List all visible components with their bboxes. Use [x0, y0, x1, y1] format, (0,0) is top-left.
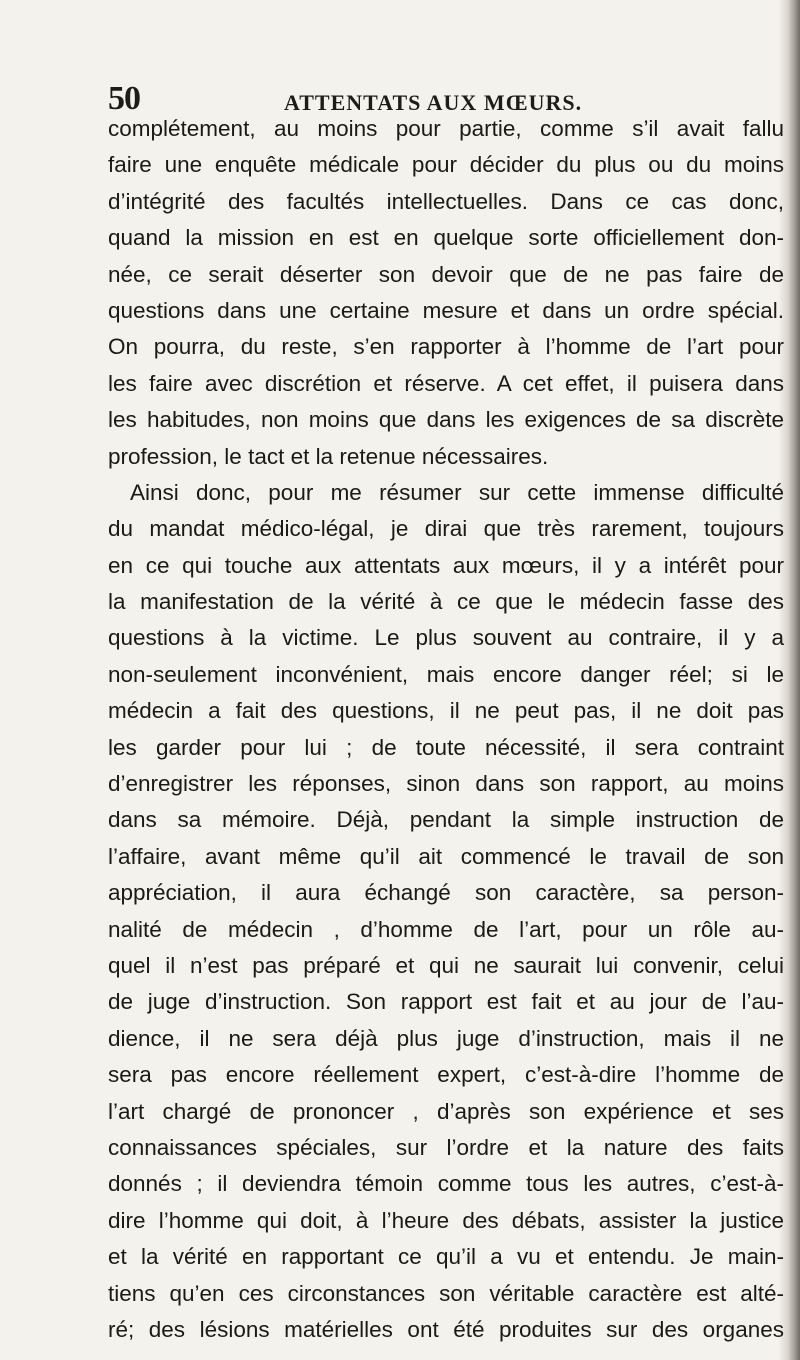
text-line: profession, le tact et la retenue nécessaires.: [108, 443, 549, 469]
text-line: d’enregistrer les réponses, sinon dans son rapport, au moins: [108, 771, 784, 797]
text-line: née, ce serait déserter son devoir que de ne pas faire de: [108, 261, 784, 287]
page-number: 50: [108, 80, 140, 117]
running-head: ATTENTATS AUX MŒURS.: [284, 90, 583, 115]
text-line: quel il n’est pas préparé et qui ne saurait lui convenir, celui: [108, 952, 784, 978]
text-line: Ainsi donc, pour me résumer sur cette immense difficulté: [130, 479, 784, 505]
text-line: l’affaire, avant même qu’il ait commencé le travail de son: [108, 843, 784, 869]
text-line: dience, il ne sera déjà plus juge d’instruction, mais il ne: [108, 1025, 784, 1051]
text-line: questions dans une certaine mesure et dans un ordre spécial.: [108, 297, 784, 323]
text-line: les garder pour lui ; de toute nécessité, il sera contraint: [108, 734, 784, 760]
text-line: tiens qu’en ces circonstances son véritable caractère est alté-: [108, 1280, 784, 1306]
text-line: médecin a fait des questions, il ne peut pas, il ne doit pas: [108, 698, 784, 724]
text-line: nalité de médecin , d’homme de l’art, pour un rôle au-: [108, 916, 784, 942]
text-line: ré; des lésions matérielles ont été produites sur des organes: [108, 1316, 784, 1342]
text-line: donnés ; il deviendra témoin comme tous les autres, c’est-à-: [108, 1171, 784, 1197]
text-line: sera pas encore réellement expert, c’est-à-dire l’homme de: [108, 1062, 784, 1088]
text-line: de juge d’instruction. Son rapport est fait et au jour de l’au-: [108, 989, 784, 1015]
text-line: faire une enquête médicale pour décider du plus ou du moins: [108, 152, 784, 178]
text-line: du mandat médico-légal, je dirai que très rarement, toujours: [108, 516, 784, 542]
text-line: questions à la victime. Le plus souvent au contraire, il y a: [108, 625, 784, 651]
text-line: la manifestation de la vérité à ce que le médecin fasse des: [108, 589, 784, 615]
text-line: l’art chargé de prononcer , d’après son expérience et ses: [108, 1098, 784, 1124]
text-line: les habitudes, non moins que dans les exigences de sa discrète: [108, 407, 784, 433]
text-line: en ce qui touche aux attentats aux mœurs, il y a intérêt pour: [108, 552, 784, 578]
text-line: dire l’homme qui doit, à l’heure des débats, assister la justice: [108, 1207, 784, 1233]
text-line: quand la mission en est en quelque sorte officiellement don-: [108, 225, 784, 251]
text-line: les faire avec discrétion et réserve. A cet effet, il puisera dans: [108, 370, 784, 396]
text-line: On pourra, du reste, s’en rapporter à l’homme de l’art pour: [108, 334, 784, 360]
text-line: connaissances spéciales, sur l’ordre et la nature des faits: [108, 1134, 784, 1160]
text-line: dans sa mémoire. Déjà, pendant la simple instruction de: [108, 807, 784, 833]
text-line: complétement, au moins pour partie, comme s’il avait fallu: [108, 116, 784, 141]
text-line: et la vérité en rapportant ce qu’il a vu et entendu. Je main-: [108, 1244, 784, 1270]
text-line: d’intégrité des facultés intellectuelles. Dans ce cas donc,: [108, 188, 784, 214]
text-line: non-seulement inconvénient, mais encore danger réel; si le: [108, 661, 784, 687]
text-line: appréciation, il aura échangé son caractère, sa person-: [108, 880, 784, 906]
body-text: [108, 111, 784, 1348]
